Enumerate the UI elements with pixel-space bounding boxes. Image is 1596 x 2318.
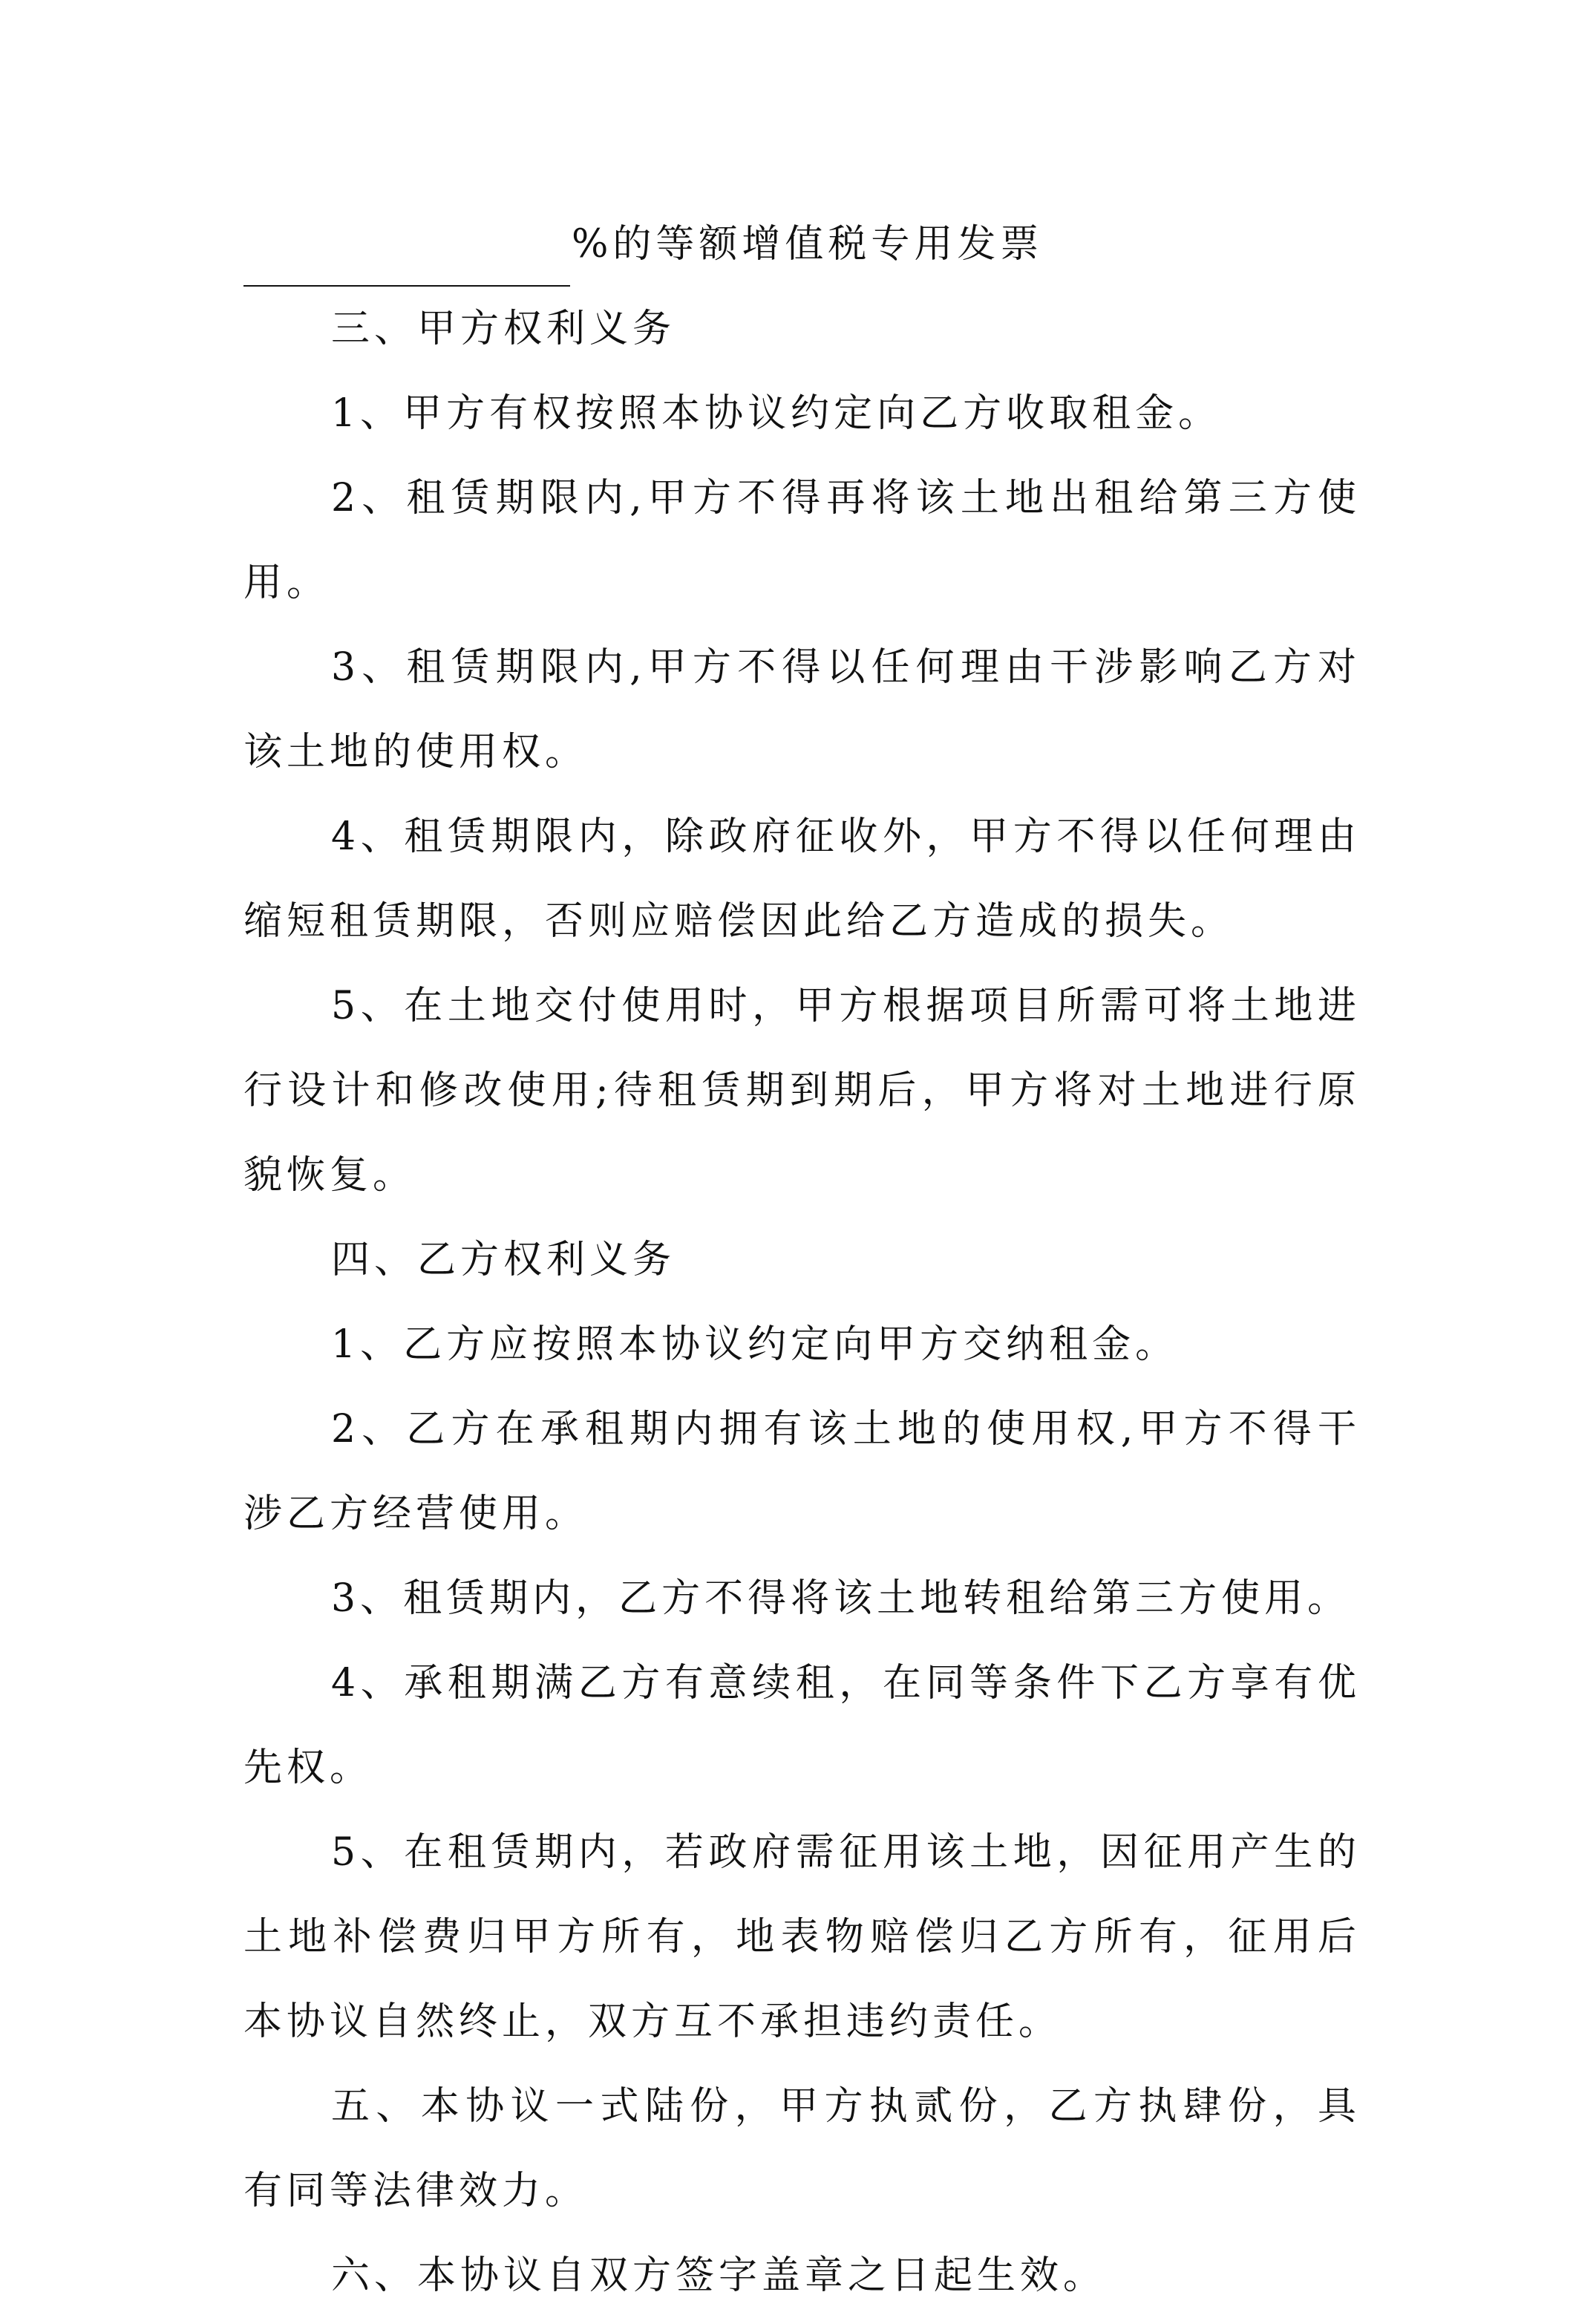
section-4-item-1: 1、乙方应按照本协议约定向甲方交纳租金。 bbox=[331, 1322, 1179, 1367]
invoice-line-text: %的等额增值税专用发票 bbox=[572, 222, 1044, 267]
section-3-item-5: 5、在土地交付使用时，甲方根据项目所需可将土地进行设计和修改使用;待租赁期到期后，甲方将对土地进行原貌恢复。 bbox=[243, 984, 1361, 1198]
section-4-heading: 四、乙方权利义务 bbox=[331, 1238, 676, 1282]
section-3-item-2: 2、租赁期限内,甲方不得再将该土地出租给第三方使用。 bbox=[243, 476, 1361, 605]
section-3-item-4: 4、租赁期限内，除政府征收外，甲方不得以任何理由缩短租赁期限，否则应赔偿因此给乙方造成的损失。 bbox=[243, 814, 1361, 944]
section-6-paragraph: 六、本协议自双方签字盖章之日起生效。 bbox=[331, 2253, 1107, 2298]
document-body bbox=[243, 202, 1361, 2318]
invoice-line bbox=[243, 202, 1361, 287]
section-4-item-4: 4、承租期满乙方有意续租，在同等条件下乙方享有优先权。 bbox=[243, 1661, 1361, 1790]
section-5-paragraph: 五、本协议一式陆份，甲方执贰份，乙方执肆份，具有同等法律效力。 bbox=[243, 2084, 1361, 2213]
section-4-item-2: 2、乙方在承租期内拥有该土地的使用权,甲方不得干涉乙方经营使用。 bbox=[243, 1407, 1361, 1536]
section-3-item-3: 3、租赁期限内,甲方不得以任何理由干涉影响乙方对该土地的使用权。 bbox=[243, 645, 1361, 774]
blank-underline bbox=[243, 239, 570, 287]
section-4-item-3: 3、租赁期内，乙方不得将该土地转租给第三方使用。 bbox=[331, 1576, 1351, 1621]
section-4-item-5: 5、在租赁期内，若政府需征用该土地，因征用产生的土地补偿费归甲方所有，地表物赔偿归乙方所有，征用后本协议自然终止，双方互不承担违约责任。 bbox=[243, 1830, 1361, 2044]
section-3-heading: 三、甲方权利义务 bbox=[331, 307, 676, 351]
section-3-item-1: 1、甲方有权按照本协议约定向乙方收取租金。 bbox=[331, 391, 1222, 436]
